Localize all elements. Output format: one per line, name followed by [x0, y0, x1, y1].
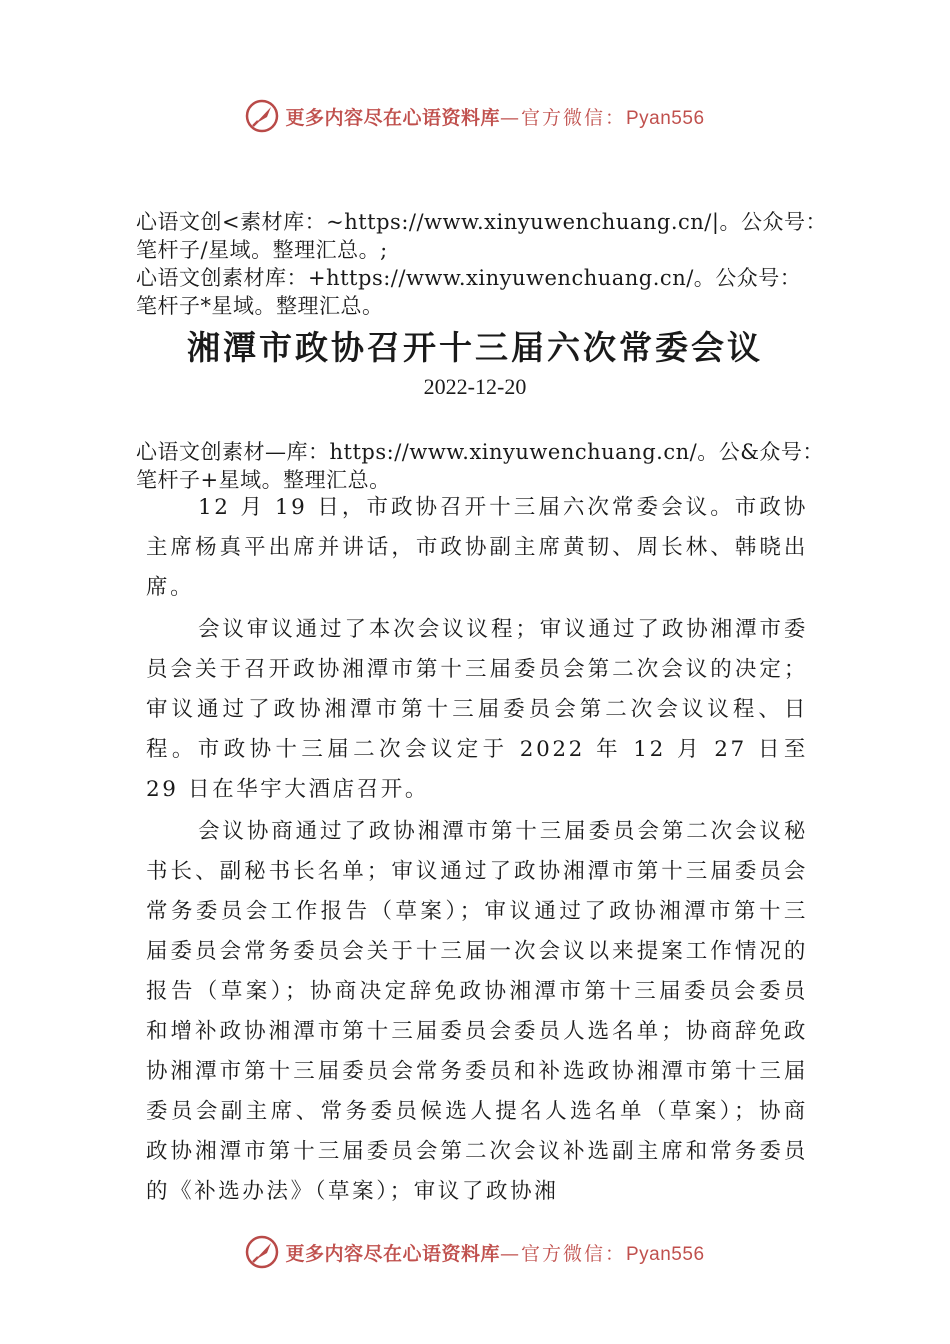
watermark-text-3: 心语文创素材—库：https://www.xinyuwenchuang.cn/。公&众号： 笔杆子+星域。整理汇总。	[136, 440, 824, 492]
publish-date: 2022-12-20	[423, 374, 527, 399]
footer-banner	[0, 1232, 950, 1272]
banner-text: 更多内容尽在心语资料库—官方微信：Pyan556	[285, 106, 705, 129]
paragraph-3: 会议协商通过了政协湘潭市第十三届委员会第二次会议秘书长、副秘书长名单；审议通过了政协湘潭市第十三届委员会常务委员会工作报告（草案）；审议通过了政协湘潭市第十三届委员会常务委员会关于十三届一次会议以来提案工作情况的报告（草案）；协商决定辞免政协湘潭市第十三届委员会委员和增补政协湘潭市第十三届委员会委员人选名单；协商辞免政协湘潭市第十三届委员会常务委员和补选政协湘潭市第十三届委员会副主席、常务委员候选人提名人选名单（草案）；协商政协湘潭市第十三届委员会第二次会议补选副主席和常务委员的《补选办法》（草案）；审议了政协湘	[146, 819, 808, 1204]
watermark-text-1: 心语文创<素材库：~https://www.xinyuwenchuang.cn/|。公众号： 笔杆子/星域。整理汇总。;	[136, 210, 827, 262]
paragraph-2: 会议审议通过了本次会议议程；审议通过了政协湘潭市委员会关于召开政协湘潭市第十三届委员会第二次会议的决定；审议通过了政协湘潭市第十三届委员会第二次会议议程、日程。市政协十三届二次会议定于 2022 年 12 月 27 日至 29 日在华宇大酒店召开。	[146, 617, 808, 802]
page-title: 湘潭市政协召开十三届六次常委会议	[187, 328, 763, 367]
header-banner	[0, 96, 950, 136]
paragraph-1: 12 月 19 日，市政协召开十三届六次常委会议。市政协主席杨真平出席并讲话，市政协副主席黄韧、周长林、韩晓出席。	[146, 495, 808, 600]
banner-text: 更多内容尽在心语资料库—官方微信：Pyan556	[285, 1242, 705, 1265]
quill-logo-icon	[245, 99, 279, 133]
watermark-text-2: 心语文创素材库：+https://www.xinyuwenchuang.cn/。公众号： 笔杆子*星域。整理汇总。	[136, 266, 802, 318]
quill-logo-icon	[245, 1235, 279, 1269]
